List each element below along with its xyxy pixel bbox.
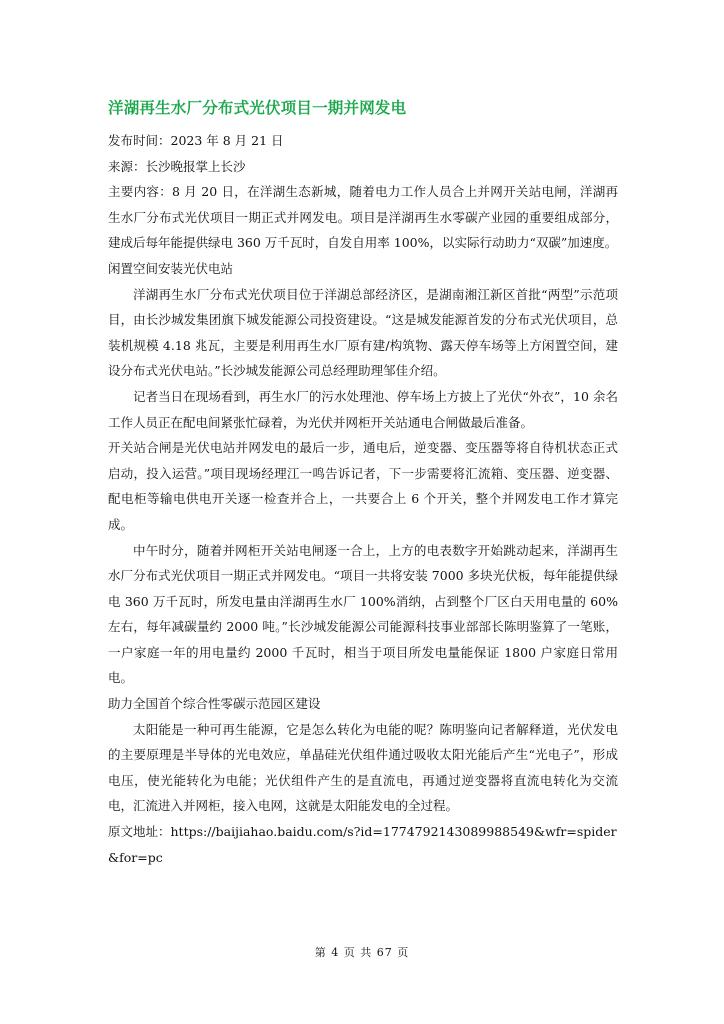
- paragraph-site-visit: 记者当日在现场看到，再生水厂的污水处理池、停车场上方披上了光伏“外衣”，10 余名工作人员正在配电间紧张忙碌着，为光伏并网柜开关站通电合闸做最后准备。: [108, 388, 618, 430]
- paragraph-solar-principle: 太阳能是一种可再生能源，它是怎么转化为电能的呢？陈明鉴向记者解释道，光伏发电的主要原理是半导体的光电效应，单晶硅光伏组件通过吸收太阳光能后产生“光电子”，形成电压，使光能转化为电能；光伏组件产生的是直流电，再通过逆变器将直流电转化为交流电，汇流进入并网柜，接入电网，这就是太阳能发电的全过程。: [108, 721, 618, 814]
- paragraph-switch-station: 开关站合闸是光伏电站并网发电的最后一步，通电后，逆变器、变压器等将自待机状态正式启动，投入运营。”项目现场经理江一鸣告诉记者，下一步需要将汇流箱、变压器、逆变器、配电柜等输电供电开关逐一检查并合上，一共要合上 6 个开关，整个并网发电工作才算完成。: [108, 440, 618, 532]
- section-heading-idle-space: 闲置空间安装光伏电站: [108, 260, 234, 276]
- paragraph-project-intro: 洋湖再生水厂分布式光伏项目位于洋湖总部经济区，是湖南湘江新区首批“两型”示范项目，由长沙城发集团旗下城发能源公司投资建设。“这是城发能源首发的分布式光伏项目，总装机规模 4.18 兆瓦，主要是利用再生水厂原有建/构筑物、露天停车场等上方闲置空间，建设分布式光伏电站。”长沙城发能源公司总经理助理邹佳介绍。: [108, 286, 618, 379]
- article-summary: 主要内容：8 月 20 日，在洋湖生态新城，随着电力工作人员合上并网开关站电闸，洋湖再生水厂分布式光伏项目一期正式并网发电。项目是洋湖再生水零碳产业园的重要组成部分，建成后每年能提供绿电 360 万千瓦时，自发自用率 100%，以实际行动助力“双碳”加速度。: [108, 184, 618, 251]
- original-link[interactable]: 原文地址：https://baijiahao.baidu.com/s?id=1774792143089988549&wfr=spider&for=pc: [108, 824, 617, 865]
- page-footer: 第 4 页 共 67 页: [314, 946, 410, 959]
- publish-time: 发布时间：2023 年 8 月 21 日: [108, 133, 284, 148]
- paragraph-grid-connection: 中午时分，随着并网柜开关站电闸逐一合上，上方的电表数字开始跳动起来，洋湖再生水厂分布式光伏项目一期正式并网发电。“项目一共将安装 7000 多块光伏板，每年能提供绿电 360 万千瓦时，所发电量由洋湖再生水厂 100%消纳，占到整个厂区白天用电量的 60%左右，每年减碳量约 2000 吨。”长沙城发能源公司能源科技事业部部长陈明鉴算了一笔账，一户家庭一年的用电量约 2000 千瓦时，相当于项目所发电量能保证 1800 户家庭日常用电。: [108, 542, 618, 686]
- article-title: 洋湖再生水厂分布式光伏项目一期并网发电: [108, 99, 407, 117]
- document-page: [108, 98, 618, 870]
- article-source: 来源：长沙晚报掌上长沙: [108, 158, 246, 174]
- section-heading-zero-carbon: 助力全国首个综合性零碳示范园区建设: [108, 696, 321, 712]
